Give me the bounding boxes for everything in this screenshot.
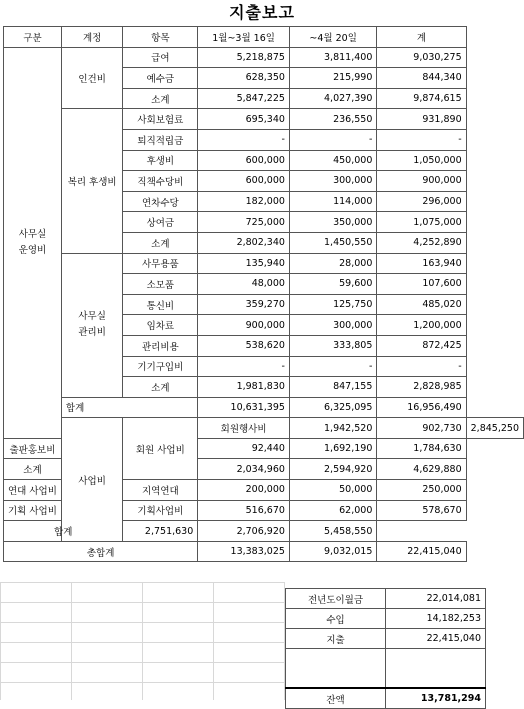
expense-table — [3, 26, 524, 562]
cell-value: 114,000 — [289, 191, 376, 212]
cell-value: 1,942,520 — [289, 418, 376, 439]
table-row — [286, 589, 486, 609]
income-label: 수입 — [286, 609, 386, 629]
item-label: 관리비용 — [123, 335, 198, 356]
cell-value: 3,811,400 — [289, 47, 376, 68]
cell-value: 931,890 — [377, 109, 466, 130]
cell-value: 2,845,250 — [466, 418, 523, 439]
cell-value: - — [198, 129, 290, 150]
cell-value: 28,000 — [289, 253, 376, 274]
item-label: 상여금 — [123, 212, 198, 233]
cell-value: 48,000 — [198, 274, 290, 295]
page-title: 지출보고 — [229, 3, 295, 22]
header-category: 구분 — [4, 27, 62, 48]
subtotal-label: 소계 — [123, 377, 198, 398]
item-label: 기획사업비 — [123, 500, 198, 521]
header-period-2: ~4월 20일 — [289, 27, 376, 48]
cell-value: 10,631,395 — [198, 397, 290, 418]
cell-value: - — [289, 356, 376, 377]
cell-value: 516,670 — [198, 500, 290, 521]
cell-value: 578,670 — [377, 500, 466, 521]
carryover-label: 전년도이월금 — [286, 589, 386, 609]
balance-table — [285, 588, 486, 709]
cell-value: 5,218,875 — [198, 47, 290, 68]
table-row — [286, 629, 486, 649]
cell-value: 900,000 — [377, 171, 466, 192]
cell-value: 5,458,550 — [289, 521, 376, 542]
table-row — [286, 688, 486, 709]
blank-row — [286, 649, 486, 689]
cell-value: 62,000 — [289, 500, 376, 521]
remain-value: 13,781,294 — [386, 688, 486, 709]
cell-value: 16,956,490 — [377, 397, 466, 418]
header-row — [4, 27, 524, 48]
table-row — [4, 521, 524, 542]
header-total: 계 — [377, 27, 466, 48]
cell-value: 4,629,880 — [377, 459, 466, 480]
cell-value: - — [377, 129, 466, 150]
cell-value: - — [377, 356, 466, 377]
remain-label: 잔액 — [286, 688, 386, 709]
item-label: 후생비 — [123, 150, 198, 171]
item-label: 임차료 — [123, 315, 198, 336]
subtotal-label: 소계 — [4, 459, 62, 480]
item-label: 예수금 — [123, 68, 198, 89]
cell-value: 22,415,040 — [377, 541, 466, 562]
cell-value: 300,000 — [289, 315, 376, 336]
cell-value: 9,874,615 — [377, 88, 466, 109]
cell-value: 628,350 — [198, 68, 290, 89]
table-row — [4, 418, 524, 439]
table-row — [4, 253, 524, 274]
table-row — [286, 609, 486, 629]
item-label: 연차수당 — [123, 191, 198, 212]
cell-value: - — [289, 129, 376, 150]
cell-value: 450,000 — [289, 150, 376, 171]
header-period-1: 1월~3월 16일 — [198, 27, 290, 48]
cell-value: 163,940 — [377, 253, 466, 274]
cell-value: 350,000 — [289, 212, 376, 233]
cell-value: 296,000 — [377, 191, 466, 212]
cell-value: 2,034,960 — [198, 459, 290, 480]
account-planning-biz: 기획 사업비 — [4, 500, 62, 521]
cell-value: 2,828,985 — [377, 377, 466, 398]
cell-value: 359,270 — [198, 294, 290, 315]
cell-value: 4,027,390 — [289, 88, 376, 109]
cell-value: 50,000 — [289, 480, 376, 501]
cell-value: 485,020 — [377, 294, 466, 315]
header-item: 항목 — [123, 27, 198, 48]
cell-value: 4,252,890 — [377, 232, 466, 253]
cell-value: 9,032,015 — [289, 541, 376, 562]
cell-value: 125,750 — [289, 294, 376, 315]
cell-value: 1,981,830 — [198, 377, 290, 398]
cell-value: 1,050,000 — [377, 150, 466, 171]
cell-value: 135,940 — [198, 253, 290, 274]
cell-value: 2,706,920 — [198, 521, 290, 542]
item-label: 급여 — [123, 47, 198, 68]
group-office: 사무실 운영비 — [4, 47, 62, 438]
item-label: 출판홍보비 — [4, 438, 62, 459]
expense-label: 지출 — [286, 629, 386, 649]
account-solidarity-biz: 연대 사업비 — [4, 480, 62, 501]
cell-value: 107,600 — [377, 274, 466, 295]
cell-value: 1,692,190 — [289, 438, 376, 459]
cell-value: 1,075,000 — [377, 212, 466, 233]
total-label: 합계 — [61, 397, 197, 418]
expense-value: 22,415,040 — [386, 629, 486, 649]
item-label: 기기구입비 — [123, 356, 198, 377]
cell-value: 1,784,630 — [377, 438, 466, 459]
cell-value: 200,000 — [198, 480, 290, 501]
cell-value: 182,000 — [198, 191, 290, 212]
cell-value: 1,200,000 — [377, 315, 466, 336]
table-row — [4, 397, 524, 418]
cell-value: 695,340 — [198, 109, 290, 130]
cell-value: 847,155 — [289, 377, 376, 398]
account-welfare: 복리 후생비 — [61, 109, 122, 253]
item-label: 소모품 — [123, 274, 198, 295]
item-label: 지역연대 — [123, 480, 198, 501]
grand-total-label: 총합계 — [4, 541, 198, 562]
cell-value: 872,425 — [377, 335, 466, 356]
spreadsheet-gridlines — [0, 582, 285, 700]
cell-value: 5,847,225 — [198, 88, 290, 109]
cell-value: 2,594,920 — [289, 459, 376, 480]
cell-value: 9,030,275 — [377, 47, 466, 68]
cell-value: - — [198, 356, 290, 377]
cell-value: 59,600 — [289, 274, 376, 295]
cell-value: 215,990 — [289, 68, 376, 89]
item-label: 직책수당비 — [123, 171, 198, 192]
cell-value: 902,730 — [377, 418, 466, 439]
subtotal-label: 소계 — [123, 232, 198, 253]
cell-value: 725,000 — [198, 212, 290, 233]
cell-value: 600,000 — [198, 150, 290, 171]
grand-total-row — [4, 541, 524, 562]
cell-value: 900,000 — [198, 315, 290, 336]
carryover-value: 22,014,081 — [386, 589, 486, 609]
cell-value: 92,440 — [198, 438, 290, 459]
item-label: 퇴직적립금 — [123, 129, 198, 150]
account-admin: 사무실 관리비 — [61, 253, 122, 397]
cell-value: 236,550 — [289, 109, 376, 130]
table-row — [4, 47, 524, 68]
income-value: 14,182,253 — [386, 609, 486, 629]
account-member-biz: 회원 사업비 — [123, 418, 198, 480]
cell-value: 250,000 — [377, 480, 466, 501]
item-label: 사무용품 — [123, 253, 198, 274]
blank-cell — [286, 649, 386, 689]
total-label: 합계 — [4, 521, 123, 542]
account-personnel: 인건비 — [61, 47, 122, 109]
group-business: 사업비 — [61, 418, 122, 542]
table-row — [4, 109, 524, 130]
cell-value: 844,340 — [377, 68, 466, 89]
cell-value: 6,325,095 — [289, 397, 376, 418]
cell-value: 333,805 — [289, 335, 376, 356]
cell-value: 300,000 — [289, 171, 376, 192]
cell-value: 2,751,630 — [123, 521, 198, 542]
cell-value: 538,620 — [198, 335, 290, 356]
item-label: 사회보험료 — [123, 109, 198, 130]
header-account: 계정 — [61, 27, 122, 48]
cell-value: 600,000 — [198, 171, 290, 192]
cell-value: 13,383,025 — [198, 541, 290, 562]
subtotal-label: 소계 — [123, 88, 198, 109]
item-label: 통신비 — [123, 294, 198, 315]
item-label: 회원행사비 — [198, 418, 290, 439]
blank-cell — [386, 649, 486, 689]
cell-value: 1,450,550 — [289, 232, 376, 253]
cell-value: 2,802,340 — [198, 232, 290, 253]
